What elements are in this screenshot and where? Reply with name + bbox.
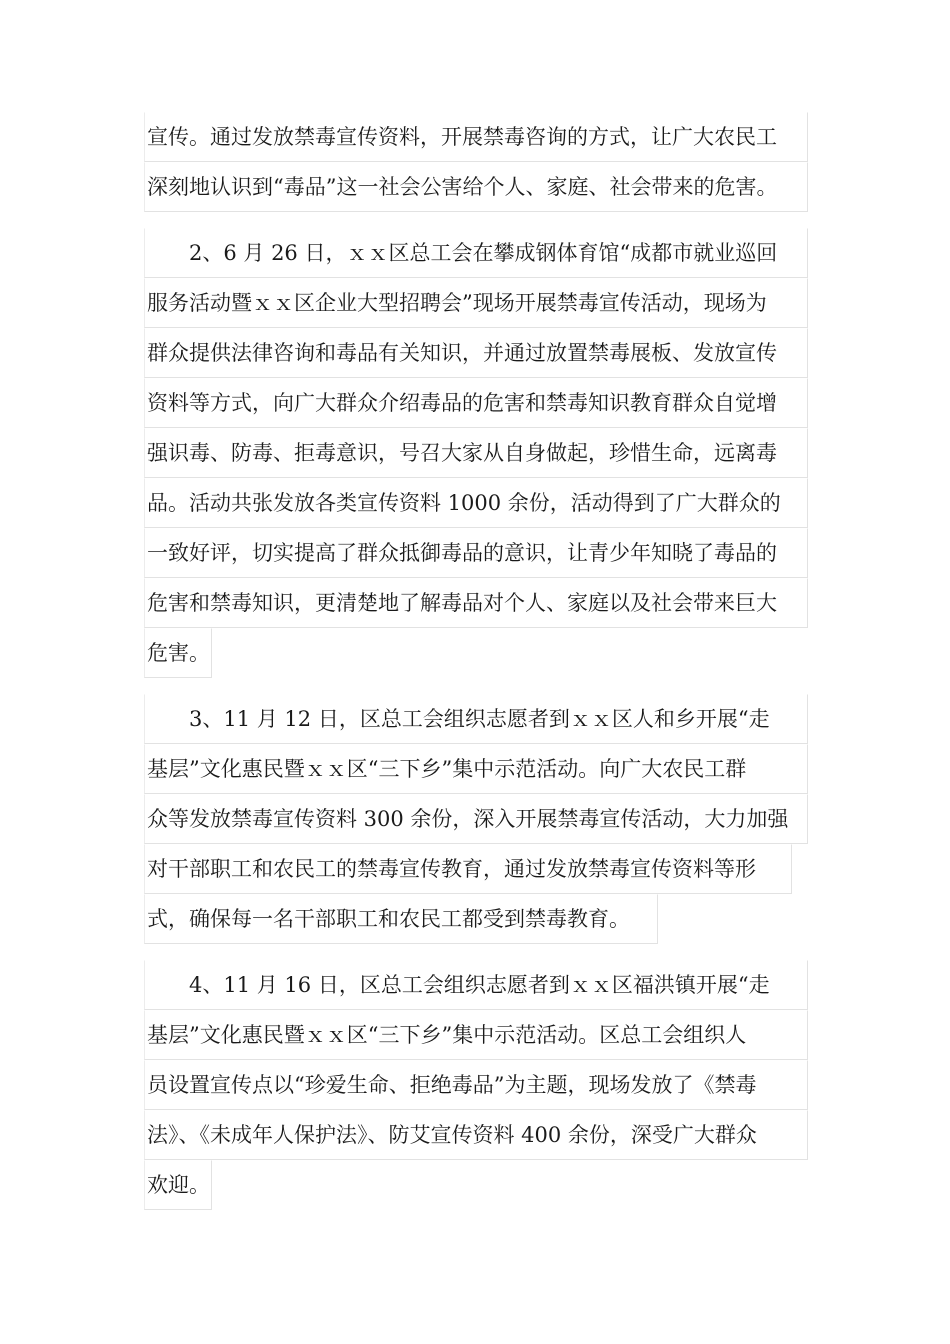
paragraph-1 xyxy=(144,112,808,212)
paragraph-3 xyxy=(144,694,808,948)
text-line: 品。活动共张发放各类宣传资料 1000 余份，活动得到了广大群众的 xyxy=(144,478,808,528)
text-line: 强识毒、防毒、拒毒意识，号召大家从自身做起，珍惜生命，远离毒 xyxy=(144,428,808,478)
text-line: 欢迎。 xyxy=(144,1160,212,1210)
text-line: 众等发放禁毒宣传资料 300 余份，深入开展禁毒宣传活动，大力加强 xyxy=(144,794,808,844)
text-line: 危害。 xyxy=(144,628,212,678)
text-line: 对干部职工和农民工的禁毒宣传教育，通过发放禁毒宣传资料等形 xyxy=(144,844,792,894)
text-line: 基层”文化惠民暨ｘｘ区“三下乡”集中示范活动。区总工会组织人 xyxy=(144,1010,808,1060)
text-line: 深刻地认识到“毒品”这一社会公害给个人、家庭、社会带来的危害。 xyxy=(144,162,808,212)
text-line: 法》、《未成年人保护法》、防艾宣传资料 400 余份，深受广大群众 xyxy=(144,1110,808,1160)
text-line: 一致好评，切实提高了群众抵御毒品的意识，让青少年知晓了毒品的 xyxy=(144,528,808,578)
text-line: 资料等方式，向广大群众介绍毒品的危害和禁毒知识教育群众自觉增 xyxy=(144,378,808,428)
text-line: 员设置宣传点以“珍爱生命、拒绝毒品”为主题，现场发放了《禁毒 xyxy=(144,1060,808,1110)
text-line: 危害和禁毒知识，更清楚地了解毒品对个人、家庭以及社会带来巨大 xyxy=(144,578,808,628)
text-line: 2、6 月 26 日，ｘｘ区总工会在攀成钢体育馆“成都市就业巡回 xyxy=(144,228,808,278)
paragraph-2 xyxy=(144,228,808,682)
paragraph-4 xyxy=(144,960,808,1214)
text-line: 宣传。通过发放禁毒宣传资料，开展禁毒咨询的方式，让广大农民工 xyxy=(144,112,808,162)
text-line: 4、11 月 16 日，区总工会组织志愿者到ｘｘ区福洪镇开展“走 xyxy=(144,960,808,1010)
text-line: 3、11 月 12 日，区总工会组织志愿者到ｘｘ区人和乡开展“走 xyxy=(144,694,808,744)
text-line: 服务活动暨ｘｘ区企业大型招聘会”现场开展禁毒宣传活动，现场为 xyxy=(144,278,808,328)
text-line: 式，确保每一名干部职工和农民工都受到禁毒教育。 xyxy=(144,894,658,944)
text-line: 群众提供法律咨询和毒品有关知识，并通过放置禁毒展板、发放宣传 xyxy=(144,328,808,378)
text-line: 基层”文化惠民暨ｘｘ区“三下乡”集中示范活动。向广大农民工群 xyxy=(144,744,808,794)
